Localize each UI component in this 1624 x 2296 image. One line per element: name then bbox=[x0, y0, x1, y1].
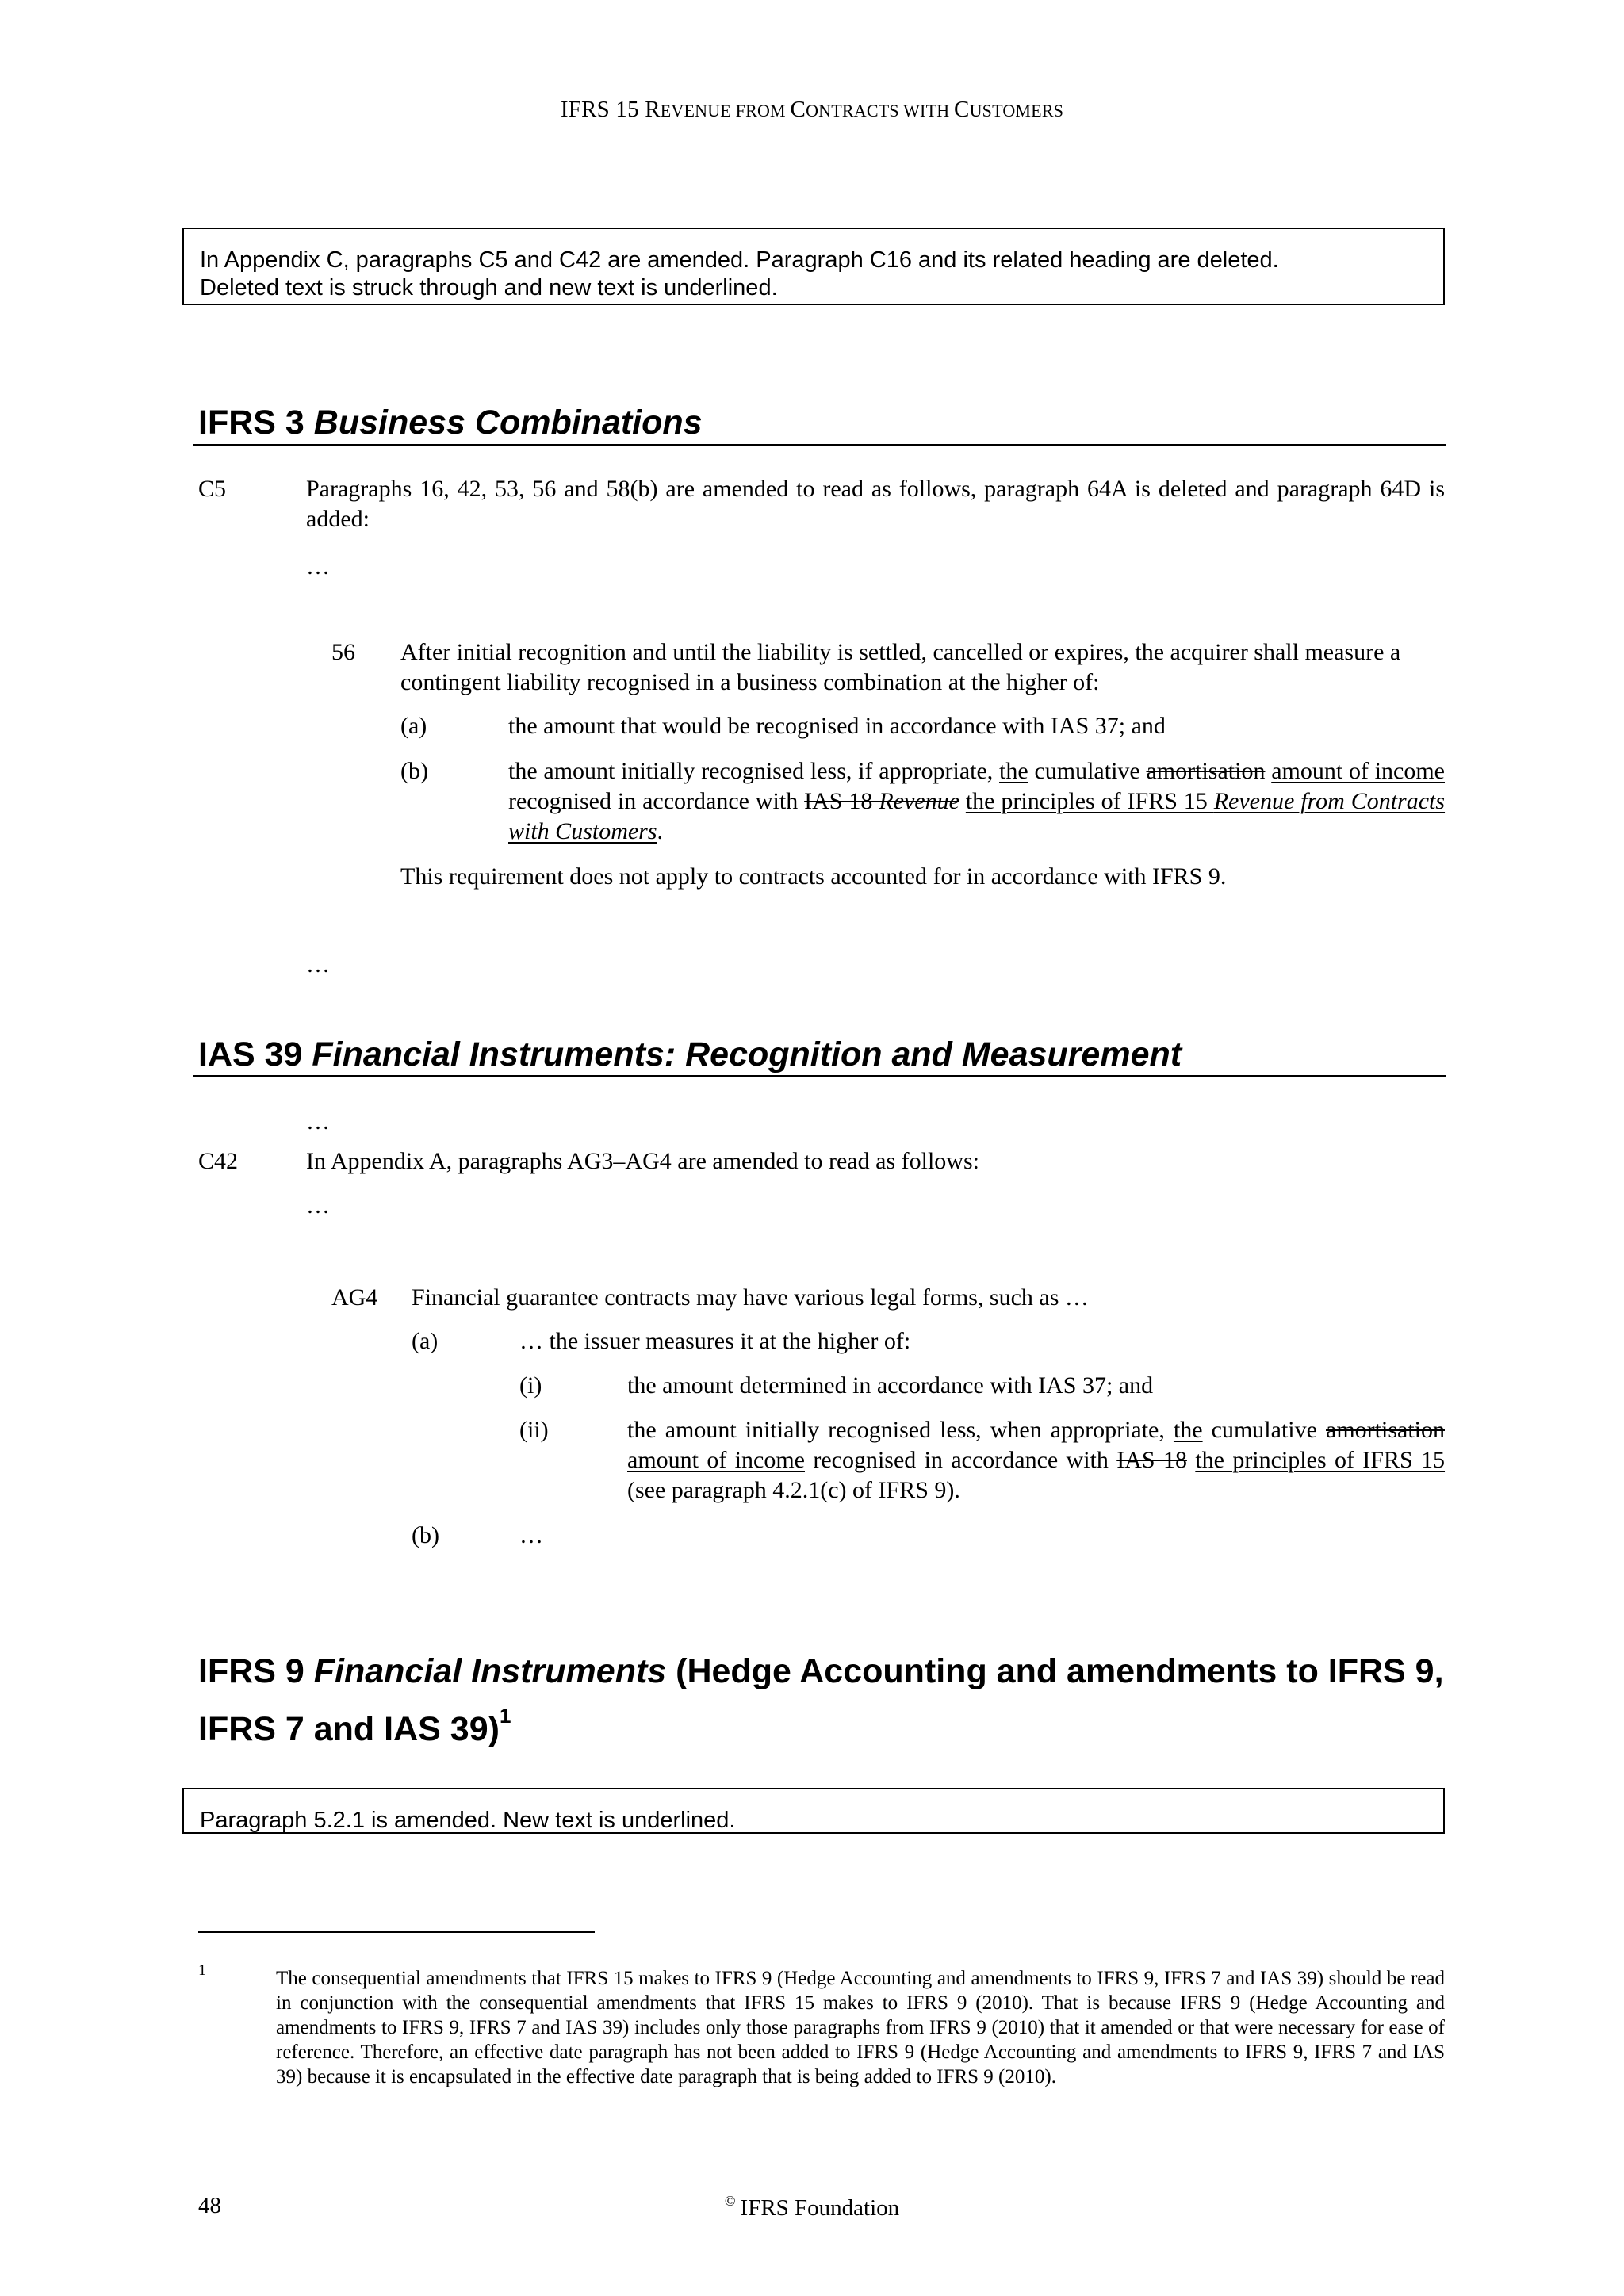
amendment-note-box bbox=[182, 228, 1445, 305]
deleted-text: IAS 18 bbox=[804, 788, 879, 814]
paragraph-56-closing: This requirement does not apply to contracts accounted for in accordance with IFRS 9. bbox=[400, 863, 1227, 890]
footnote-reference: 1 bbox=[499, 1704, 511, 1728]
list-item-ii-text: the amount initially recognised less, when appropriate, the cumulative amortisation amount of income recognised in accordance with IAS 18 the principles of IFRS 15 (see paragraph 4.2.1(c) of IFRS 9). bbox=[627, 1417, 1446, 1503]
list-label-ii: (ii) bbox=[519, 1417, 549, 1443]
paragraph-c5-text: Paragraphs 16, 42, 53, 56 and 58(b) are amended to read as follows, paragraph 64A is deleted and paragraph 64D is added: bbox=[306, 476, 1445, 532]
list-label-a: (a) bbox=[412, 1328, 439, 1354]
footnote-text: The consequential amendments that IFRS 15 makes to IFRS 9 (Hedge Accounting and amendments to IFRS 9, IFRS 7 and IAS 39) should be read in conjunction with the consequential amendments that IFRS 15 makes to IFRS 9 (2010). That is because IFRS 9 (Hedge Accounting and amendments to IFRS 9, IFRS 7 and IAS 39) includes only those paragraphs from IFRS 9 (2010) that it amended or that were necessary for ease of reference. Therefore, an effective date paragraph has not been added to IFRS 9 (Hedge Accounting and amendments to IFRS 9, IFRS 7 and IAS 39) because it is encapsulated in the effective date paragraph that is being added to IFRS 9 (2010). bbox=[276, 1968, 1445, 2087]
copyright-symbol: © bbox=[724, 2193, 736, 2209]
paragraph-56-text: After initial recognition and until the liability is settled, cancelled or expires, the acquirer shall measure a contingent liability recognised in a business combination at the higher of: bbox=[400, 639, 1401, 695]
ellipsis: … bbox=[306, 951, 330, 978]
ellipsis: … bbox=[306, 1192, 330, 1219]
ellipsis: … bbox=[306, 1108, 330, 1135]
list-label-i: (i) bbox=[519, 1372, 542, 1399]
paragraph-number-c42: C42 bbox=[198, 1148, 239, 1174]
list-label-a: (a) bbox=[400, 713, 427, 739]
section-rule bbox=[193, 444, 1446, 446]
paragraph-number-c5: C5 bbox=[198, 476, 227, 502]
paragraph-number-ag4: AG4 bbox=[331, 1284, 378, 1311]
page-number: 48 bbox=[198, 2193, 221, 2218]
inserted-text: the bbox=[999, 758, 1028, 784]
inserted-text: Revenue from Contracts with Customers bbox=[508, 788, 1446, 844]
paragraph-c42-text: In Appendix A, paragraphs AG3–AG4 are amended to read as follows: bbox=[306, 1148, 979, 1174]
inserted-text: the bbox=[1173, 1417, 1203, 1443]
deleted-text: amortisation bbox=[1146, 758, 1266, 784]
inserted-text: amount of income bbox=[1271, 758, 1445, 784]
footnote-separator bbox=[198, 1931, 595, 1933]
section-heading-ias39: IAS 39 Financial Instruments: Recognition and Measurement bbox=[198, 1035, 1182, 1073]
paragraph-number-56: 56 bbox=[331, 639, 355, 665]
inserted-text: amount of income bbox=[627, 1447, 805, 1473]
ellipsis: … bbox=[306, 553, 330, 580]
section-heading-ifrs9: IFRS 9 Financial Instruments (Hedge Accounting and amendments to IFRS 9, IFRS 7 and IAS 39)$^1$ bbox=[198, 1652, 1444, 1748]
note-line-2: Deleted text is struck through and new text is underlined. bbox=[200, 275, 778, 300]
page-footer bbox=[0, 2193, 1624, 2221]
running-header: IFRS 15 REVENUE FROM CONTRACTS WITH CUSTOMERS bbox=[560, 97, 1064, 122]
list-label-b: (b) bbox=[412, 1522, 439, 1548]
list-label-b: (b) bbox=[400, 758, 428, 784]
inserted-text: the principles of IFRS 15 bbox=[965, 788, 1214, 814]
list-item-a-text: … the issuer measures it at the higher of: bbox=[519, 1328, 911, 1354]
amendment-note-box bbox=[182, 1788, 1445, 1834]
paragraph-ag4-text: Financial guarantee contracts may have various legal forms, such as … bbox=[412, 1284, 1089, 1311]
footer-organisation: IFRS Foundation bbox=[740, 2195, 900, 2221]
section-rule bbox=[193, 1075, 1446, 1077]
deleted-text: Revenue bbox=[879, 788, 959, 814]
deleted-text: IAS 18 bbox=[1116, 1447, 1187, 1473]
note-text: Paragraph 5.2.1 is amended. New text is underlined. bbox=[200, 1808, 736, 1833]
list-item-i-text: the amount determined in accordance with IAS 37; and bbox=[627, 1372, 1154, 1399]
footnote-marker: 1 bbox=[198, 1961, 206, 1979]
list-item-b-text: … bbox=[519, 1522, 543, 1548]
list-item-a-text: the amount that would be recognised in accordance with IAS 37; and bbox=[508, 713, 1166, 739]
inserted-text: the principles of IFRS 15 bbox=[1195, 1447, 1446, 1473]
list-item-b-text: the amount initially recognised less, if appropriate, the cumulative amortisation amount of income recognised in accordance with IAS 18 Revenue the principles of IFRS 15 Revenue from Contracts with Customers. bbox=[508, 758, 1446, 844]
deleted-text: amortisation bbox=[1326, 1417, 1445, 1443]
section-heading-ifrs3: IFRS 3 Business Combinations bbox=[198, 404, 703, 442]
note-line-1: In Appendix C, paragraphs C5 and C42 are amended. Paragraph C16 and its related heading are deleted. bbox=[200, 247, 1279, 273]
